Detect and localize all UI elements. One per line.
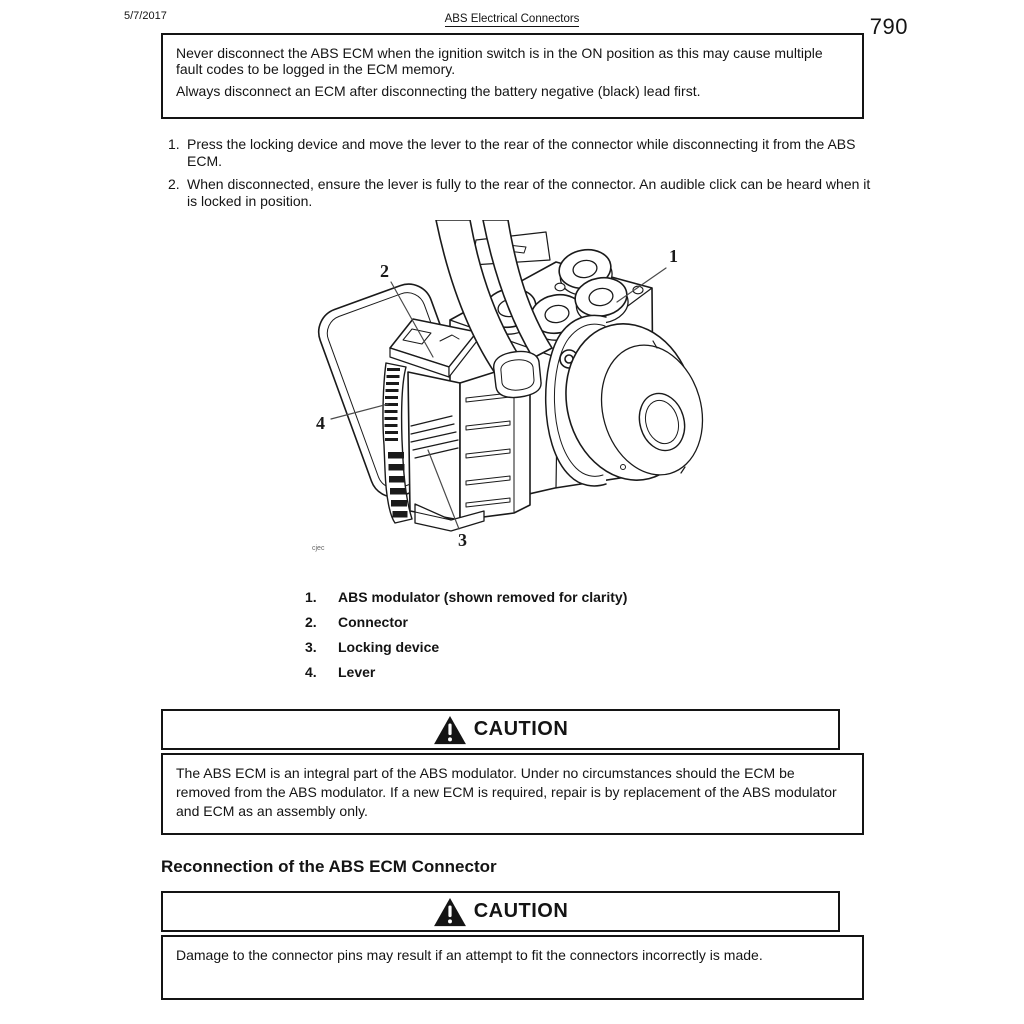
legend-item-2-number: 2. [305, 614, 317, 630]
caution-1-header [161, 709, 840, 750]
warning-triangle-icon [433, 897, 467, 927]
caution-1-body: The ABS ECM is an integral part of the ABS modulator. Under no circumstances should the ECM be removed from the ABS modulator. If a new ECM is required, repair is by replacement of the ABS modulator and ECM as an assembly only. [161, 753, 864, 835]
section-heading: Reconnection of the ABS ECM Connector [161, 857, 497, 876]
caution-2-header [161, 891, 840, 932]
figure-legend [305, 589, 627, 689]
page-number: 790 [869, 14, 908, 39]
step-2 [168, 176, 880, 210]
legend-item-4 [305, 664, 627, 689]
legend-item-1-number: 1. [305, 589, 317, 605]
header-date: 5/7/2017 [124, 10, 167, 22]
step-1-number: 1. [168, 136, 180, 152]
step-1-text: Press the locking device and move the lever to the rear of the connector while disconnecting it from the ABS ECM. [187, 136, 856, 169]
abs-modulator-figure [300, 220, 710, 562]
callout-2-label: 2 [380, 261, 389, 281]
abs-modulator-drawing [300, 220, 710, 562]
legend-item-2 [305, 614, 627, 639]
legend-item-1-label: ABS modulator (shown removed for clarity) [338, 589, 628, 605]
artist-mark: cjec [312, 545, 325, 552]
connector-housing [408, 372, 460, 520]
caution-2-body: Damage to the connector pins may result if an attempt to fit the connectors incorrectly is made. [161, 935, 864, 1000]
notice-paragraph-2: Always disconnect an ECM after disconnecting the battery negative (black) lead first. [176, 83, 701, 99]
legend-item-3-label: Locking device [338, 639, 440, 655]
callout-1-label: 1 [669, 246, 678, 266]
caution-2-title: CAUTION [473, 900, 569, 922]
legend-item-3-number: 3. [305, 639, 317, 655]
notice-paragraph-1: Never disconnect the ABS ECM when the ignition switch is in the ON position as this may cause multiple fault codes to be logged in the ECM memory. [176, 45, 823, 77]
cable-clamp [494, 351, 541, 397]
callout-3-label: 3 [458, 530, 467, 550]
callout-4-label: 4 [316, 413, 325, 433]
notice-box [161, 33, 864, 119]
header-title: ABS Electrical Connectors [444, 13, 580, 25]
legend-item-3 [305, 639, 627, 664]
legend-item-2-label: Connector [338, 614, 408, 630]
procedure-steps [168, 136, 880, 216]
legend-item-1 [305, 589, 627, 614]
legend-item-4-number: 4. [305, 664, 317, 680]
step-1 [168, 136, 880, 170]
step-2-text: When disconnected, ensure the lever is fully to the rear of the connector. An audible click can be heard when it is locked in position. [187, 176, 871, 209]
legend-item-4-label: Lever [338, 664, 376, 680]
step-2-number: 2. [168, 176, 180, 192]
caution-1-title: CAUTION [473, 718, 569, 740]
warning-triangle-icon [433, 715, 467, 745]
